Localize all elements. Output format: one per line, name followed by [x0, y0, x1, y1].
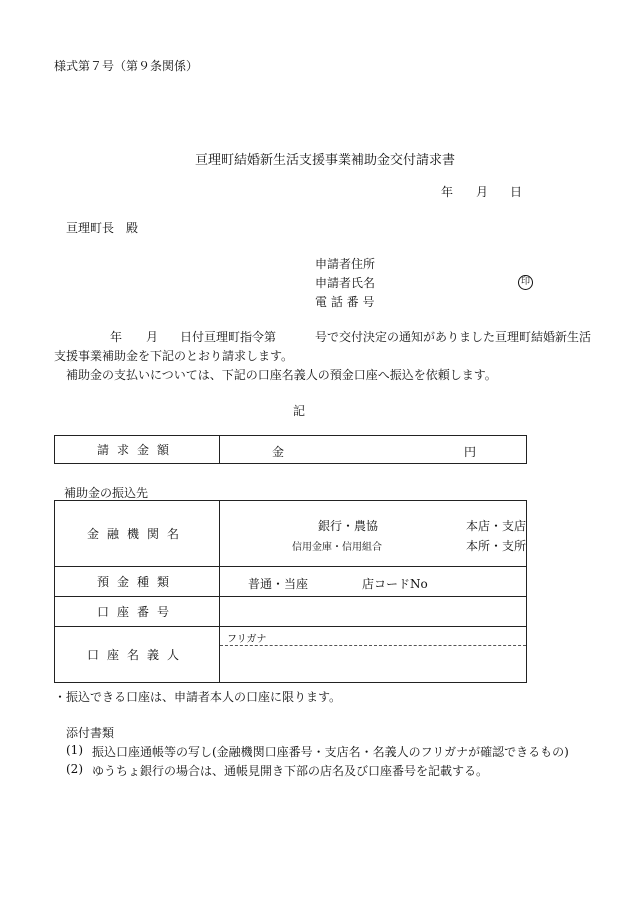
kin-label: 金: [272, 445, 285, 459]
page-title: 亘理町結婚新生活支援事業補助金交付請求書: [195, 153, 456, 168]
addressee: 亘理町長 殿: [66, 221, 139, 235]
form-number: 様式第７号（第９条関係）: [54, 59, 199, 73]
furigana-label: フリガナ: [227, 634, 267, 645]
account-holder-field[interactable]: [220, 627, 527, 683]
date-day: 日: [510, 185, 523, 199]
ki-mark: 記: [293, 404, 306, 418]
attachment-2-num: (2): [66, 762, 83, 776]
branch-type-2[interactable]: 本所・支所: [466, 539, 527, 553]
account-note: ・振込できる口座は、申請者本人の口座に限ります。: [54, 690, 342, 704]
bank-name-field[interactable]: [220, 501, 527, 567]
attachment-1-num: (1): [66, 743, 83, 757]
attachment-2-text: ゆうちょ銀行の場合は、通帳見開き下部の店名及び口座番号を記載する。: [92, 764, 489, 778]
account-holder-label: 口座名義人: [55, 627, 220, 683]
seal-mark: 印: [518, 273, 533, 290]
bank-type-2[interactable]: 信用金庫・信用組合: [292, 542, 382, 553]
furigana-divider: [220, 645, 526, 646]
date-year: 年: [441, 185, 454, 199]
body-payment: 補助金の支払いについては、下記の口座名義人の預金口座へ振込を依頼します。: [66, 368, 497, 382]
body-notice: 号で交付決定の通知がありました亘理町結婚新生活: [315, 330, 592, 344]
bank-type-1[interactable]: 銀行・農協: [318, 519, 379, 533]
attachment-1-text: 振込口座通帳等の写し(金融機関口座番号・支店名・名義人のフリガナが確認できるもの): [92, 745, 569, 759]
applicant-phone-label: 電 話 番 号: [315, 295, 375, 309]
account-number-field[interactable]: [220, 597, 527, 627]
body-directive: 日付亘理町指令第: [180, 330, 277, 344]
applicant-address-label: 申請者住所: [315, 257, 376, 271]
branch-type-1[interactable]: 本店・支店: [466, 519, 527, 533]
deposit-type-field[interactable]: [220, 567, 527, 597]
body-line2: 支援事業補助金を下記のとおり請求します。: [54, 349, 294, 363]
account-number-label: 口座番号: [55, 597, 220, 627]
store-code-label: 店コードNo: [362, 577, 428, 591]
attachments-heading: 添付書類: [66, 726, 115, 740]
body-month: 月: [146, 330, 159, 344]
bank-name-label: 金融機関名: [55, 501, 220, 567]
bank-table: [54, 500, 527, 683]
deposit-type-options[interactable]: 普通・当座: [248, 577, 309, 591]
deposit-type-label: 預金種類: [55, 567, 220, 597]
claim-table: [54, 435, 527, 464]
yen-label: 円: [464, 445, 477, 459]
claim-amount-label: 請求金額: [55, 436, 220, 464]
date-month: 月: [476, 185, 489, 199]
body-year: 年: [110, 330, 123, 344]
applicant-name-label: 申請者氏名: [315, 276, 376, 290]
claim-amount-field[interactable]: [220, 436, 527, 464]
transfer-heading: 補助金の振込先: [64, 486, 149, 500]
